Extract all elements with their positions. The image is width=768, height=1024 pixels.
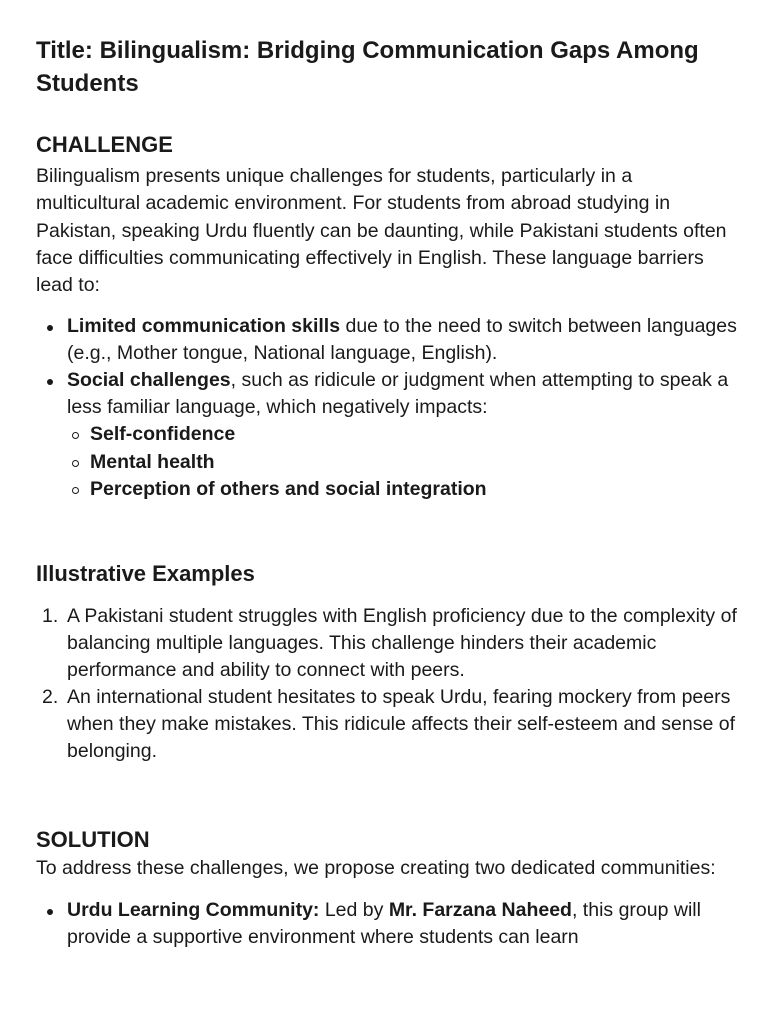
sub-list-item — [67, 449, 738, 476]
solution-intro: To address these challenges, we propose creating two dedicated communities: — [36, 857, 716, 880]
example-text: A Pakistani student struggles with English proficiency due to the complexity of balancing multiple languages. This challenge hinders their academic performance and ability to connect with peers. — [67, 605, 737, 682]
list-number: 2. — [42, 686, 59, 709]
sub-list-text: Self-confidence — [90, 423, 236, 446]
challenge-section — [36, 130, 738, 503]
examples-numbered-list — [36, 603, 738, 765]
sub-list-text: Perception of others and social integration — [90, 478, 487, 501]
solution-bullet-list — [36, 897, 738, 951]
challenge-intro: Bilingualism presents unique challenges for students, particularly in a multicultural academic environment. For students from abroad studying in Pakistan, speaking Urdu fluently can be daunting, while Pakistani students often face difficulties communicating effectively in English. These language barriers lead to: — [36, 165, 727, 297]
list-item — [36, 684, 738, 765]
solution-section — [36, 825, 738, 950]
list-item — [36, 897, 738, 951]
bullet-bold-label: Urdu Learning Community: — [67, 898, 320, 921]
sub-list-item — [67, 421, 738, 448]
bullet-dot-icon — [47, 325, 53, 331]
bullet-bold-label: Limited communication skills — [67, 315, 341, 338]
impact-sub-list — [67, 421, 738, 503]
bullet-bold-label: Social challenges — [67, 369, 231, 392]
list-number: 1. — [42, 605, 59, 628]
sub-list-text: Mental health — [90, 450, 215, 473]
challenge-heading: CHALLENGE — [36, 132, 173, 157]
example-text: An international student hesitates to speak Urdu, fearing mockery from peers when they make mistakes. This ridicule affects their self-esteem and sense of belonging. — [67, 686, 736, 763]
bullet-text: , this group will provide a supportive environment where students can learn — [67, 898, 701, 948]
sub-list-item — [67, 476, 738, 503]
bullet-text: , such as ridicule or judgment when attempting to speak a less familiar language, which negatively impacts: — [67, 369, 729, 419]
bullet-dot-icon — [47, 379, 53, 385]
hollow-bullet-icon — [72, 460, 79, 467]
list-item — [36, 603, 738, 684]
hollow-bullet-icon — [72, 487, 79, 494]
bullet-text: Led by — [319, 898, 389, 921]
document-title: Title: Bilingualism: Bridging Communication Gaps Among Students — [36, 37, 699, 97]
bullet-text: due to the need to switch between languages (e.g., Mother tongue, National language, English). — [67, 315, 737, 365]
solution-heading: SOLUTION — [36, 827, 150, 853]
examples-heading: Illustrative Examples — [36, 561, 255, 587]
leader-name: Mr. Farzana Naheed — [388, 898, 572, 921]
list-item — [36, 367, 738, 503]
list-item — [36, 313, 738, 367]
bullet-dot-icon — [47, 909, 53, 915]
examples-section — [36, 559, 738, 765]
hollow-bullet-icon — [72, 432, 79, 439]
challenge-bullet-list — [36, 313, 738, 503]
